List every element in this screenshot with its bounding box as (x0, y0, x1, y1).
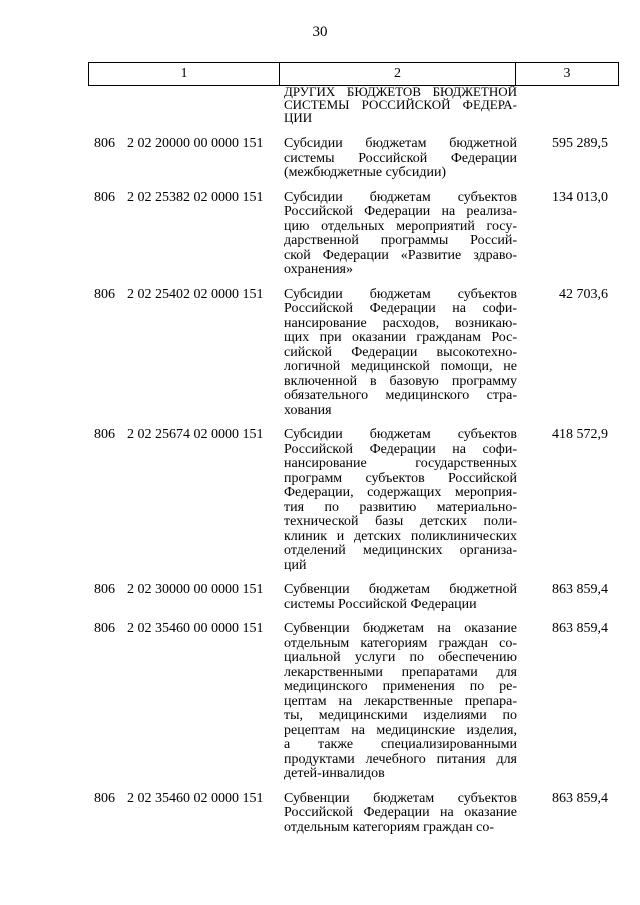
description-line: цию отдельных мероприятий госу- (284, 218, 517, 234)
description-line: Российской Федерации на софи- (284, 301, 517, 316)
table-row (0, 288, 640, 419)
table-header (88, 62, 619, 86)
description-line: Российской Федерации на софи- (284, 441, 517, 457)
description-line: циальной услуги по обеспечению (284, 650, 517, 665)
description-line: детей-инвалидов (284, 766, 385, 781)
description-line: обязательного медицинского стра- (284, 388, 517, 403)
table-row (0, 85, 640, 124)
description-line: охранения» (284, 262, 353, 277)
description-line: нансирование государственных (284, 456, 517, 471)
description-line: клиник и детских поликлинических (284, 528, 517, 544)
income-description (284, 583, 517, 612)
description-line: ты, медицинскими изделиями по (284, 708, 517, 723)
amount: 134 013,0 (552, 189, 608, 205)
income-description (284, 792, 517, 836)
admin-code: 806 (94, 621, 115, 636)
table-row (0, 622, 640, 782)
table-row (0, 583, 640, 612)
description-line: тия по развитию материально- (284, 499, 517, 515)
description-line: дарственной программы Россий- (284, 233, 517, 248)
column-header-1: 1 (89, 63, 280, 86)
description-line: технической базы детских поли- (284, 514, 517, 529)
table-body (0, 85, 640, 845)
description-line: СИСТЕМЫ РОССИЙСКОЙ ФЕДЕРА- (284, 97, 517, 112)
budget-classification-code: 2 02 25402 02 0000 151 (127, 286, 264, 302)
description-line: а также специализированными (284, 737, 517, 752)
description-line: ций (284, 557, 307, 573)
description-line: хования (284, 402, 332, 418)
admin-code: 806 (94, 286, 115, 302)
column-header-3: 3 (516, 63, 619, 86)
description-line: щих при оказании гражданам Рос- (284, 330, 517, 345)
amount: 863 859,4 (552, 790, 608, 806)
admin-code: 806 (94, 427, 115, 442)
description-line: Субвенции бюджетам на оказание (284, 621, 517, 636)
table-row (0, 428, 640, 573)
description-line: ской Федерации «Развитие здраво- (284, 247, 517, 263)
description-line: включенной в базовую программу (284, 373, 517, 389)
income-description (284, 288, 517, 419)
amount: 418 572,9 (552, 427, 608, 442)
description-line: Субсидии бюджетам субъектов (284, 427, 517, 442)
budget-classification-code: 2 02 25382 02 0000 151 (127, 189, 264, 205)
amount: 863 859,4 (552, 582, 608, 597)
admin-code: 806 (94, 582, 115, 597)
description-line: рецептам на медицинские изделия, (284, 722, 517, 738)
description-line: лекарственными препаратами для (284, 664, 517, 680)
admin-code: 806 (94, 189, 115, 205)
budget-classification-code: 2 02 30000 00 0000 151 (127, 582, 264, 597)
page-number: 30 (312, 24, 328, 40)
budget-classification-code: 2 02 25674 02 0000 151 (127, 427, 264, 442)
description-line: ЦИИ (284, 110, 313, 125)
column-header-2: 2 (280, 63, 516, 86)
description-line: Российской Федерации на оказание (284, 805, 517, 820)
description-line: медицинского применения по ре- (284, 679, 517, 694)
table-row (0, 137, 640, 181)
table-row (0, 792, 640, 836)
description-line: ДРУГИХ БЮДЖЕТОВ БЮДЖЕТНОЙ (284, 84, 517, 99)
income-description (284, 85, 517, 124)
description-line: отделений медицинских организа- (284, 543, 517, 558)
income-description (284, 428, 517, 573)
amount: 595 289,5 (552, 136, 608, 151)
description-line: продуктами лечебного питания для (284, 751, 517, 767)
budget-classification-code: 2 02 35460 00 0000 151 (127, 621, 264, 636)
description-line: Субсидии бюджетам субъектов (284, 189, 517, 205)
budget-classification-code: 2 02 20000 00 0000 151 (127, 136, 264, 151)
description-line: Федерации, содержащих мероприя- (284, 485, 517, 500)
description-line: Субвенции бюджетам бюджетной (284, 582, 517, 597)
description-line: программ субъектов Российской (284, 470, 517, 486)
amount: 42 703,6 (559, 286, 608, 302)
description-line: системы Российской Федерации (284, 596, 477, 612)
description-line: Субсидии бюджетам субъектов (284, 286, 517, 302)
description-line: Российской Федерации на реализа- (284, 204, 517, 219)
table-row (0, 191, 640, 278)
description-line: системы Российской Федерации (284, 150, 517, 166)
description-line: (межбюджетные субсидии) (284, 165, 447, 180)
description-line: отдельным категориям граждан со- (284, 635, 517, 651)
description-line: Субвенции бюджетам субъектов (284, 790, 517, 806)
description-line: нансирование расходов, возникаю- (284, 315, 517, 331)
income-description (284, 622, 517, 782)
description-line: цептам на лекарственные препара- (284, 693, 517, 709)
budget-classification-code: 2 02 35460 02 0000 151 (127, 790, 264, 806)
income-description (284, 137, 517, 181)
amount: 863 859,4 (552, 621, 608, 636)
description-line: сийской Федерации высокотехно- (284, 344, 517, 360)
admin-code: 806 (94, 790, 115, 806)
income-description (284, 191, 517, 278)
description-line: Субсидии бюджетам бюджетной (284, 136, 517, 151)
admin-code: 806 (94, 136, 115, 151)
description-line: логичной медицинской помощи, не (284, 359, 517, 374)
description-line: отдельным категориям граждан со- (284, 819, 495, 835)
